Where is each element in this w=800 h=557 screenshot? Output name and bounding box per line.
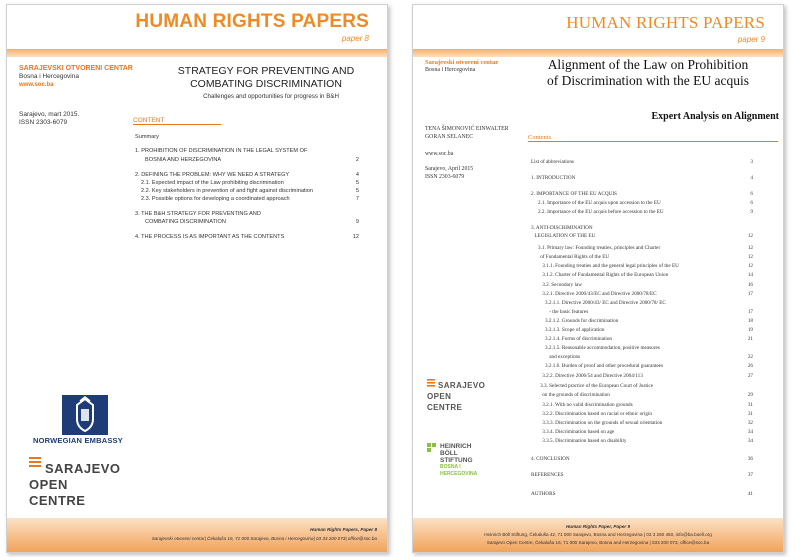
footer-series: Human Rights Papers, Paper 8 — [310, 527, 377, 532]
toc-entry-page: 6 — [750, 191, 753, 197]
toc-entry-page: 3 — [750, 159, 753, 165]
toc-entry-page: 9 — [355, 219, 359, 225]
footer-address: Sarajevski otvoreni centar| Čekaluša 16, 71 000 Sarajevo, Bosna i Hercegovina| 03 33 200 073| office@soc.ba — [151, 536, 377, 541]
toc-entry-page: 17 — [747, 309, 753, 315]
toc-entry-label: 2.2. Importance of the EU acquis before accession to the EU — [538, 209, 664, 215]
soc-logo-line-3: CENTRE — [427, 403, 463, 412]
toc-entry-label: Summary — [135, 134, 159, 140]
author-2: GORAN SELANEC — [425, 134, 474, 140]
content-heading: CONTENT — [133, 117, 221, 125]
author-1: TENA ŠIMONOVIĆ EINWALTER — [425, 126, 509, 132]
toc-entry-label: 3.1.1. Founding treaties and the general legal principles of the EU — [542, 263, 679, 269]
hbs-line-4: BOSNA I — [440, 464, 461, 470]
toc-entry-page: 34 — [747, 438, 753, 444]
table-of-contents — [135, 134, 359, 254]
title-line-2: COMBATING DISCRIMINATION — [190, 78, 342, 90]
title-line-1: Alignment of the Law on Prohibition — [547, 57, 749, 72]
toc-entry-label: 4. CONCLUSION — [531, 456, 570, 462]
toc-entry-label: LEGISLATION OF THE EU — [534, 233, 596, 239]
soc-logo-icon — [29, 457, 41, 471]
content-heading: Contents — [528, 134, 778, 142]
toc-entry-label: 3. THE B&H STRATEGY FOR PREVENTING AND — [135, 211, 261, 217]
toc-entry-page: 12 — [747, 233, 753, 239]
toc-entry-page: 22 — [747, 354, 753, 360]
series-number: paper 9 — [737, 35, 765, 44]
toc-entry-label: 2.2. Key stakeholders in prevention of and fight against discrimination — [141, 188, 313, 194]
toc-entry-page: 18 — [747, 318, 753, 324]
toc-entry-label: 4. THE PROCESS IS AS IMPORTANT AS THE CONTENTS — [135, 234, 285, 240]
org-website: www.soc.ba — [425, 151, 454, 157]
toc-entry-label: 3.2.1.4. Forms of discrimination — [545, 336, 613, 342]
toc-entry-page: 14 — [747, 272, 753, 278]
toc-entry-label: 3.2.2. Discrimination based on racial or ethnic origin — [542, 411, 652, 417]
toc-entry-page: 17 — [747, 291, 753, 297]
page-paper-8 — [6, 4, 388, 553]
toc-entry-label: of Fundamental Rights of the EU — [540, 254, 610, 260]
toc-entry-label: 1. PROHIBITION OF DISCRIMINATION IN THE LEGAL SYSTEM OF — [135, 148, 308, 154]
soc-logo-line-2: OPEN — [427, 392, 452, 401]
toc-entry-label: 3.2.1. With no valid discrimination grounds — [542, 402, 633, 408]
city-date: Sarajevo, mart 2015. — [19, 111, 80, 118]
series-number: paper 8 — [341, 34, 369, 43]
toc-entry-label: 3.3.5. Discrimination based on disability — [542, 438, 627, 444]
toc-entry-page: 26 — [747, 363, 753, 369]
hbs-logo-icon — [427, 443, 437, 453]
soc-logo-line-1: SARAJEVO — [45, 461, 121, 476]
toc-entry-label: 3.3. Selected practice of the European Court of Justice — [540, 383, 654, 389]
footer-band — [413, 518, 783, 552]
toc-entry-page: 21 — [747, 336, 753, 342]
hbs-logo-text — [440, 443, 477, 478]
series-title: HUMAN RIGHTS PAPERS — [566, 13, 765, 32]
toc-entry-page: 7 — [355, 196, 359, 202]
toc-entry-label: 3.2.1.5. Reasonable accommodation, positive measures — [545, 345, 660, 351]
toc-entry-page: 12 — [747, 263, 753, 269]
title-line-2: of Discrimination with the EU acquis — [546, 73, 750, 88]
issn: ISSN 2303-6079 — [425, 174, 465, 180]
footer-series: Human Rights Paper, Paper 9 — [565, 524, 631, 529]
toc-entry-page: 5 — [355, 180, 359, 186]
header-rule — [413, 49, 783, 57]
org-place: Bosna i Hercegovina — [425, 67, 476, 73]
toc-entry-label: 2.3. Possible options for developing a coordinated approach — [141, 196, 290, 202]
toc-entry-label: 3.3.3. Discrimination on the grounds of sexual orientation — [542, 420, 663, 426]
toc-entry-page: 12 — [747, 254, 753, 260]
toc-entry-page: 4 — [355, 172, 359, 178]
soc-logo-line-3: CENTRE — [29, 493, 86, 508]
norwegian-coat-of-arms-icon — [62, 395, 108, 435]
toc-entry-label: 3.2.1.3. Scope of application — [545, 327, 605, 333]
toc-entry-page: 31 — [747, 411, 753, 417]
city-date: Sarajevo, April 2015 — [425, 166, 474, 172]
soc-logo-icon — [427, 379, 435, 389]
toc-entry-label: BOSNIA AND HERZEGOVINA — [145, 157, 222, 163]
toc-entry-page: 29 — [747, 392, 753, 398]
table-of-contents — [531, 153, 753, 503]
embassy-name: NORWEGIAN EMBASSY — [33, 436, 123, 445]
toc-entry-label: 3.2.1.6. Burden of proof and other procedural guarantees — [545, 363, 663, 369]
toc-entry-page: 37 — [747, 472, 753, 478]
toc-entry-page: 4 — [750, 175, 753, 181]
toc-entry-page: 2 — [355, 157, 359, 163]
toc-entry-page: 16 — [747, 282, 753, 288]
toc-entry-label: 3.2.2. Directive 2006/54 and Directive 2004/113 — [542, 373, 643, 379]
toc-entry-label: and exceptions — [549, 354, 581, 360]
toc-entry-label: 2. DEFINING THE PROBLEM: WHY WE NEED A STRATEGY — [135, 172, 290, 178]
toc-entry-page: 32 — [747, 420, 753, 426]
title-line-1: STRATEGY FOR PREVENTING AND — [177, 65, 355, 77]
document-title — [155, 65, 377, 91]
toc-entry-page: 41 — [747, 491, 753, 497]
toc-entry-label: AUTHORS — [531, 491, 556, 497]
footer-band — [7, 518, 387, 552]
hbs-line-2: BÖLL — [440, 450, 458, 457]
toc-entry-label: COMBATING DISCRIMINATION — [145, 219, 226, 225]
toc-entry-label: REFERENCES — [531, 472, 564, 478]
document-title — [517, 57, 779, 89]
hbs-line-1: HEINRICH — [440, 443, 472, 450]
toc-entry-page: 12 — [352, 234, 359, 240]
toc-entry-page: 31 — [747, 402, 753, 408]
toc-entry-label: List of abbreviations — [531, 159, 574, 165]
toc-entry-label: - the basic features — [549, 309, 589, 315]
toc-entry-page: 36 — [747, 456, 753, 462]
document-subtitle: Expert Analysis on Alignment — [651, 111, 779, 122]
hbs-line-5: HERCEGOVINA — [440, 471, 478, 477]
org-website: www.soc.ba — [19, 82, 54, 88]
toc-entry-label: 3.2. Secondary law — [542, 282, 582, 288]
org-name: SARAJEVSKI OTVORENI CENTAR — [19, 65, 133, 72]
toc-entry-label: 2.1. Importance of the EU acquis upon accession to the EU — [538, 200, 661, 206]
toc-entry-label: 3.1. Primary law: Founding treaties, principles and Charter — [538, 245, 661, 251]
toc-entry-label: 2. IMPORTANCE OF THE EU ACQUIS — [531, 191, 617, 197]
toc-entry-page: 9 — [750, 209, 753, 215]
toc-entry-label: 1. INTRODUCTION — [531, 175, 576, 181]
header-rule — [7, 49, 387, 57]
issn: ISSN 2303-6079 — [19, 119, 68, 126]
toc-entry-label: 3. ANTI-DISCRIMINATION — [531, 225, 593, 231]
org-name: Sarajevski otvoreni centar — [425, 59, 499, 66]
toc-entry-page: 6 — [750, 200, 753, 206]
org-place: Bosna i Hercegovina — [19, 73, 79, 80]
toc-entry-label: 3.2.1.2. Grounds for discrimination — [545, 318, 619, 324]
page-paper-9 — [412, 4, 784, 553]
toc-entry-label: 3.2.1. Directive 2000/43/EC and Directive 2000/78/EC — [542, 291, 657, 297]
toc-entry-page: 5 — [355, 188, 359, 194]
document-subtitle: Challenges and opportunities for progress in B&H — [203, 93, 339, 100]
toc-entry-label: 3.3.4. Discrimination based on age — [542, 429, 615, 435]
soc-logo-line-2: OPEN — [29, 477, 68, 492]
hbs-line-3: STIFTUNG — [440, 457, 473, 464]
toc-entry-label: 3.2.1.1. Directive 2000/43/ EC and Directive 2000/78/ EC — [545, 300, 666, 306]
toc-entry-page: 12 — [747, 245, 753, 251]
toc-entry-page: 19 — [747, 327, 753, 333]
footer-hbs-address: Heinrich Böll Stiftung, Čekaluša 42, 71 000 Sarajevo, Bosna and Herzegovina | 03 3 260 450, info@ba.boell.org — [484, 532, 712, 537]
series-title: HUMAN RIGHTS PAPERS — [135, 11, 369, 32]
toc-entry-page: 34 — [747, 429, 753, 435]
toc-entry-page: 27 — [747, 373, 753, 379]
toc-entry-label: 2.1. Expected impact of the Law prohibiting discrimination — [141, 180, 284, 186]
soc-logo-line-1: SARAJEVO — [438, 381, 486, 390]
toc-entry-label: 3.1.2. Charter of Fundamental Rights of the European Union — [542, 272, 669, 278]
toc-entry-label: on the grounds of discrimination — [542, 392, 610, 398]
footer-soc-address: Sarajevo Open Centre, Čekaluša 16, 71 000 Sarajevo, Bosna and Herzegovina | 033 200 073, office@soc.ba — [486, 540, 710, 545]
